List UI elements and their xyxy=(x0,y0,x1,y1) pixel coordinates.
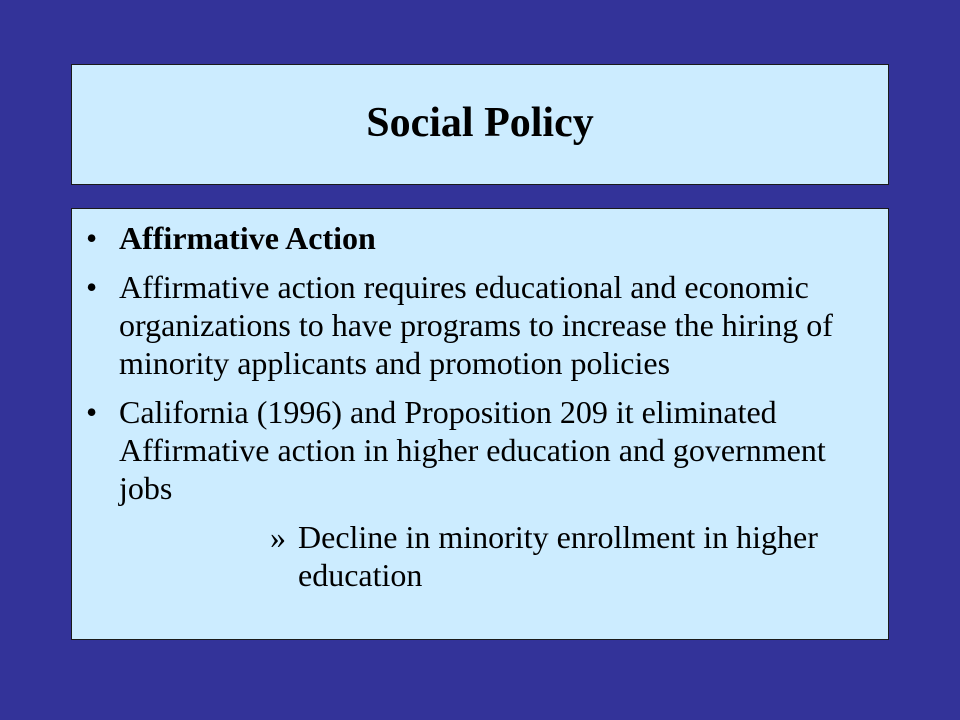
bullet-item-affirmative-action-heading xyxy=(72,219,888,257)
bullet-text: Affirmative Action xyxy=(119,220,376,256)
sub-bullet-marker: » xyxy=(270,519,286,555)
bullet-marker: • xyxy=(86,269,98,305)
title-box xyxy=(71,64,889,185)
sub-bullet-text: Decline in minority enrollment in higher education xyxy=(298,519,818,593)
bullet-text: California (1996) and Proposition 209 it eliminated Affirmative action in higher education and government jobs xyxy=(119,394,826,506)
bullet-text: Affirmative action requires educational and economic organizations to have programs to increase the hiring of minority applicants and promotion policies xyxy=(119,269,833,381)
content-box xyxy=(71,208,889,640)
bullet-item-california xyxy=(72,393,888,507)
bullet-list xyxy=(72,219,888,594)
bullet-marker: • xyxy=(86,220,98,256)
slide-title: Social Policy xyxy=(366,99,594,146)
bullet-marker: • xyxy=(86,394,98,430)
bullet-item-definition xyxy=(72,268,888,382)
sub-bullet-item-decline xyxy=(270,518,888,594)
